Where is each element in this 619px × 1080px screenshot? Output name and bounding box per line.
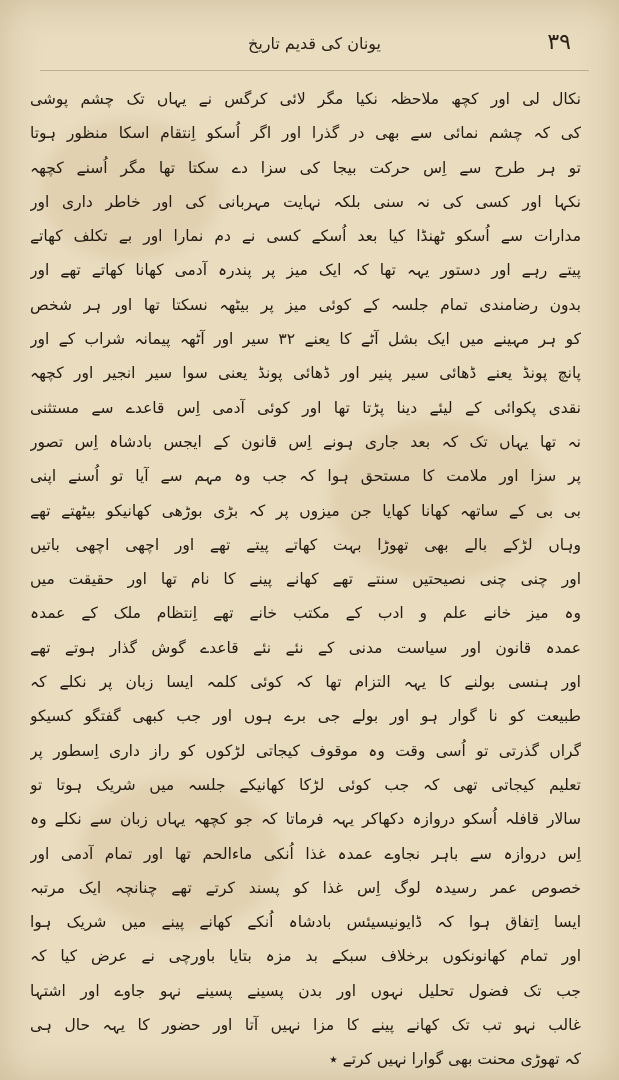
- text-line: کو ہر مہینے میں ایک بشل آٹے کا یعنے ۳۲ سیر اور آٹھہ پیمانہ شراب کے اور: [30, 330, 581, 349]
- text-line: پر سزا اور ملامت کا مستحق ہوا کہ جب وہ مہم سے آیا تو اُسنے اپنی: [30, 467, 581, 486]
- text-line: گراں گذرتی تو اُسی وقت وہ موقوف کیجاتی لڑکوں کو راز داری اِسطور پر: [30, 741, 581, 760]
- text-line: پیتے رہے اور دستور یہہ تھا کہ ایک میز پر پندرہ آدمی کھانا کھاتے تھے اور: [30, 261, 581, 280]
- text-line: نہ تھا یہاں تک کہ بعد جاری ہونے اِس قانون کے ایجس بادشاہ اِس تصور: [30, 432, 581, 451]
- body-text: [30, 82, 581, 1077]
- text-line: کہ تھوڑی محنت بھی گوارا نہیں کرتے ٭: [329, 1050, 581, 1069]
- text-line: خصوص عمر رسیدہ لوگ اِس غذا کو پسند کرتے تھے چنانچہ ایک مرتبہ: [30, 878, 581, 897]
- text-line: اور چنی چنی نصیحتیں سنتے تھے کھانے پینے کا نام تھا اور حقیقت میں: [30, 570, 581, 589]
- text-line: اور ہنسی بولنے کا یہہ التزام تھا کہ کوئی کلمہ ایسا زبان پر نکلے کہ: [30, 673, 581, 692]
- text-line: سالار قافلہ اُسکو دروازہ دکھاکر یہہ فرماتا کہ جو کچھہ یہاں زبان سے نکلے وہ: [30, 810, 581, 829]
- text-line: پانچ پونڈ یعنے ڈھائی سیر پنیر اور ڈھائی پونڈ یعنی سوا سیر انجیر اور کچھہ: [30, 364, 581, 383]
- text-line: طبیعت کو نا گوار ہو اور بولے جی برے ہوں اور جب کبھی گفتگو کسیکو: [30, 707, 581, 726]
- text-line: نقدی پکوائی کے لیئے دینا پڑتا تھا اور کوئی آدمی اِس قاعدے سے مستثنی: [30, 398, 581, 417]
- text-line: عمدہ قانون اور سیاست مدنی کے نئے نئے قاعدے گوش گذار ہوتے تھے: [30, 638, 581, 657]
- text-line: اور تمام کھانونکوں برخلاف سبکے بد مزہ بتایا باورچی نے عرض کیا کہ: [30, 947, 581, 966]
- running-title: یونان کی قدیم تاریخ: [248, 34, 381, 53]
- page-number: ۳۹: [547, 30, 571, 55]
- text-line: نکال لی اور کچھ ملاحظہ نکیا مگر لائی کرگس نے یہاں تک چشم پوشی: [30, 90, 581, 108]
- text-line: نکہا اور کسی کی نہ سنی بلکہ نہایت مہربانی کی اور خاطر داری اور: [30, 192, 581, 211]
- text-line: تو ہر طرح سے اِس حرکت بیجا کی سزا دے سکتا تھا مگر اُسنے کچھہ: [30, 158, 581, 177]
- text-line: اِس دروازہ سے باہر نجاوے عمدہ غذا اُنکی ماءالحم تھا اور تمام آدمی اور: [30, 844, 581, 863]
- text-line: بدون رضامندی تمام جلسہ کے کوئی میز پر بیٹھہ نسکتا تھا اور ہر شخص: [30, 295, 581, 314]
- text-line: ایسا اِتفاق ہوا کہ ڈایونیسیئس بادشاہ اُنکے کھانے پینے میں شریک ہوا: [30, 913, 581, 932]
- text-line: وہ میز خانے علم و ادب کے مکتب خانے تھے اِنتظام ملک کے عمدہ: [30, 604, 581, 623]
- text-line: کی کہ چشم نمائی سے بھی در گذرا اور اگر اُسکو اِنتقام اسکا منظور ہوتا: [30, 124, 581, 143]
- text-line: غالب نہو تب تک کھانے پینے کا مزا نہیں آتا اور حضور کا یہہ حال ہی: [30, 1016, 581, 1035]
- text-line: وہاں لڑکے بالے بھی تھوڑا بہت کھاتے پیتے تھے اور اچھی اچھی باتیں: [30, 535, 581, 554]
- text-line: بی بی کے ساتھہ کھانا کھایا جن میزوں پر کہ بڑی بوڑھی کھانیکو بیٹھتے تھے: [30, 501, 581, 520]
- page-header: [40, 26, 589, 66]
- text-line: مدارات سے اُسکو ٹھنڈا کیا بعد اُسکے کسی نے دم نمارا اور بے تکلف کھاتے: [30, 227, 581, 246]
- header-divider: [40, 70, 589, 71]
- text-line: جب تک فضول تحلیل نہوں اور بدن پسینے پسینے نہو جاوے اور اشتہا: [30, 981, 581, 1000]
- text-line: تعلیم کیجاتی تھی کہ جب کوئی لڑکا کھانیکے جلسہ میں شریک ہوتا تو: [30, 775, 581, 794]
